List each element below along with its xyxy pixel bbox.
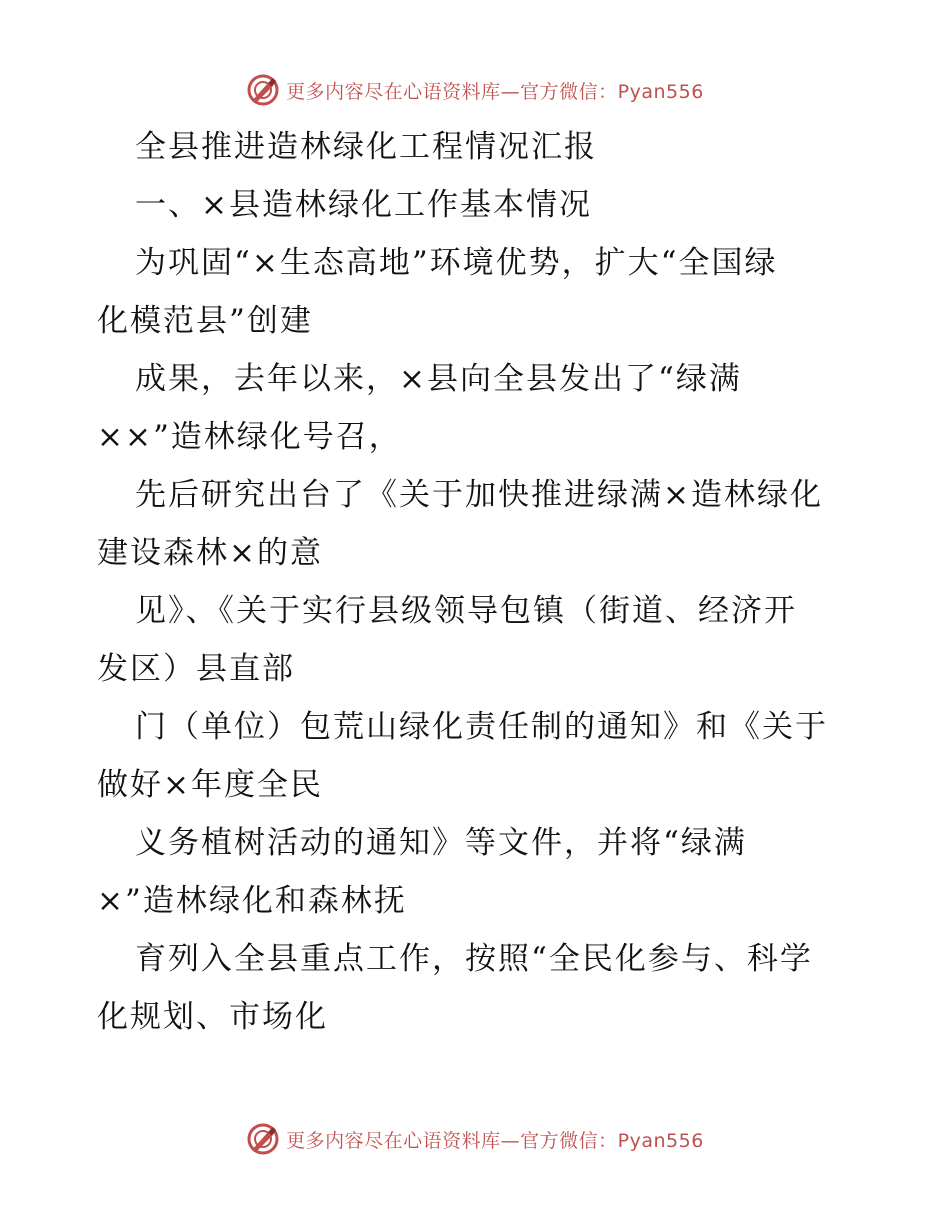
header-banner-text: 更多内容尽在心语资料库—官方微信：Pyan556 — [286, 80, 704, 103]
pen-logo-icon — [246, 1122, 280, 1156]
header-banner — [0, 68, 950, 112]
paragraph-line: ××”造林绿化号召， — [97, 419, 402, 455]
document-body — [97, 118, 857, 1046]
paragraph-line: 建设森林×的意 — [97, 535, 323, 571]
paragraph-line: 义务植树活动的通知》等文件，并将“绿满 — [135, 825, 747, 861]
header-banner-content — [246, 73, 704, 107]
paragraph-line: 发区）县直部 — [97, 651, 295, 687]
footer-banner — [0, 1117, 950, 1161]
paragraph-line: ×”造林绿化和森林抚 — [97, 883, 407, 919]
paragraph-line: 化模范县”创建 — [97, 303, 313, 339]
paragraph-line: 先后研究出台了《关于加快推进绿满×造林绿化 — [135, 477, 823, 513]
paragraph-line: 为巩固“×生态高地”环境优势，扩大“全国绿 — [135, 245, 778, 281]
paragraph-line: 门（单位）包荒山绿化责任制的通知》和《关于 — [135, 709, 828, 745]
paragraph-line: 做好×年度全民 — [97, 767, 323, 803]
footer-banner-text: 更多内容尽在心语资料库—官方微信：Pyan556 — [286, 1129, 704, 1152]
document-title: 全县推进造林绿化工程情况汇报 — [135, 129, 597, 165]
footer-banner-content — [246, 1122, 704, 1156]
paragraph-line: 育列入全县重点工作，按照“全民化参与、科学 — [135, 941, 813, 977]
paragraph-line: 化规划、市场化 — [97, 999, 328, 1035]
paragraph-line: 成果，去年以来，×县向全县发出了“绿满 — [135, 361, 742, 397]
section-heading: 一、×县造林绿化工作基本情况 — [135, 187, 592, 223]
pen-logo-icon — [246, 73, 280, 107]
paragraph-line: 见》、《关于实行县级领导包镇（街道、经济开 — [135, 593, 797, 629]
